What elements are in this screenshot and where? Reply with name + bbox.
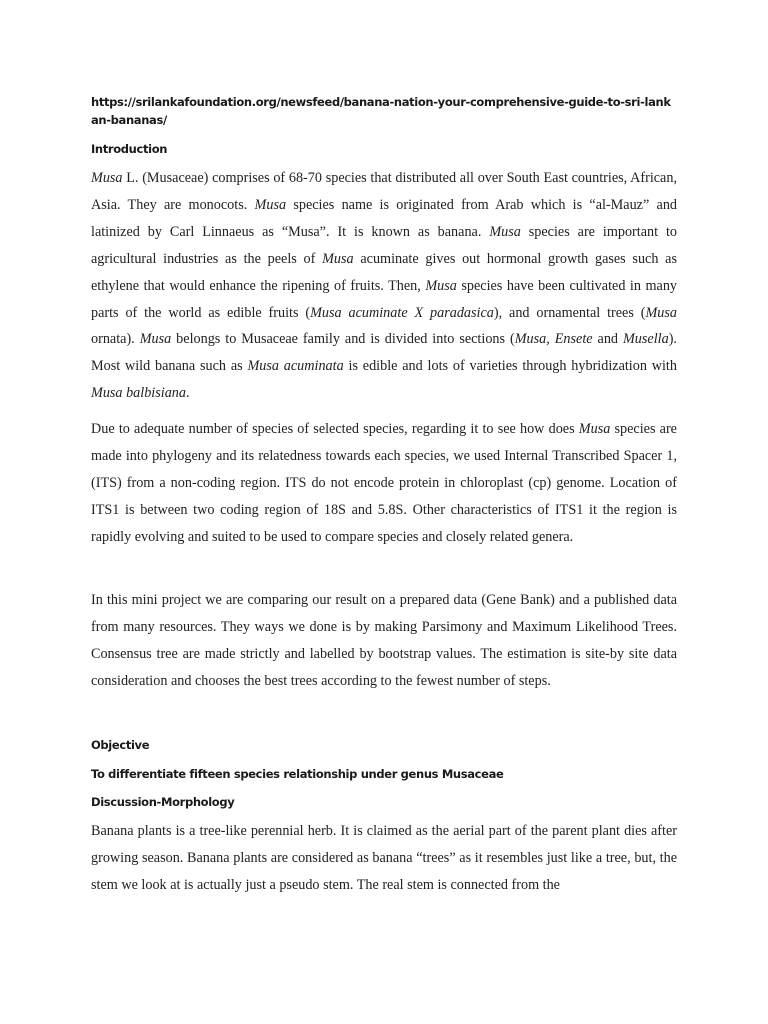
text-run: ). Most wild banana such as: [91, 331, 677, 375]
text-run: ), and ornamental trees (: [493, 304, 646, 321]
text-run: L. (Musaceae) comprises of 68-70 species that distributed all over South East countries, African, Asia. They are monocots.: [91, 170, 677, 213]
italic-run: Musa: [578, 421, 611, 437]
text-run: In this mini project we are comparing our result on a prepared data (Gene Bank) and a published data from many resources. They ways we done is by making Parsimony and Maximum Likelihood Trees. Consensus tree are made strictly and labelled by bootstrap values. The estimation is site-by site data consideration and chooses the best trees according to the fewest number of steps.: [91, 592, 677, 689]
text-run: belongs to Musaceae family and is divided into sections (: [171, 331, 515, 348]
italic-run: Musa: [425, 277, 457, 294]
text-run: acuminate gives out hormonal growth gases such as ethylene that would enhance the ripening of fruits. Then,: [91, 250, 677, 294]
text-run: ornata).: [91, 331, 140, 348]
italic-run: Musa, Ensete: [514, 331, 593, 348]
italic-run: Musa: [489, 223, 521, 240]
text-run: species name is originated from Arab which is “al-Mauz” and latinized by Carl Linnaeus as “Musa”. It is known as banana.: [91, 196, 677, 240]
objective-text: To differentiate fifteen species relationship under genus Musaceae: [91, 767, 504, 781]
paragraph-introduction: [91, 165, 677, 407]
italic-run: Musa acuminate X paradasica: [310, 304, 494, 321]
text-run: species are important to agricultural industries as the peels of: [91, 223, 677, 267]
italic-run: Musa balbisiana: [91, 385, 186, 402]
italic-run: Musa: [91, 170, 123, 186]
text-run: Banana plants is a tree-like perennial herb. It is claimed as the aerial part of the parent plant dies after growing season. Banana plants are considered as banana “trees” as it resembles just like a tree, but, the stem we look at is actually just a pseudo stem. The real stem is connected from the: [91, 823, 677, 893]
source-url[interactable]: https://srilankafoundation.org/newsfeed/banana-nation-your-comprehensive-guide-to-sri-lankan-bananas/: [91, 95, 671, 127]
document-page: [91, 0, 677, 1024]
paragraph-morphology: [91, 818, 677, 900]
text-run: and: [592, 331, 623, 348]
paragraph-adequate-species: [91, 416, 677, 551]
italic-run: Musa: [645, 304, 677, 321]
italic-run: Musa: [254, 196, 287, 213]
text-run: species have been cultivated in many parts of the world as edible fruits (: [91, 277, 677, 321]
heading-discussion-morphology: Discussion-Morphology: [91, 795, 235, 809]
text-run: is edible and lots of varieties through hybridization with: [343, 358, 677, 375]
paragraph-mini-project: [91, 587, 677, 695]
italic-run: Musella: [622, 331, 669, 348]
italic-run: Musa acuminata: [247, 358, 344, 375]
italic-run: Musa: [322, 250, 354, 267]
heading-objective: Objective: [91, 738, 150, 752]
text-run: Due to adequate number of species of selected species, regarding it to see how does: [91, 421, 579, 437]
italic-run: Musa: [139, 331, 172, 348]
text-run: species are made into phylogeny and its relatedness towards each species, we used Internal Transcribed Spacer 1, (ITS) from a non-coding region. ITS do not encode protein in chloroplast (cp) genome. Location of ITS1 is between two coding region of 18S and 5.8S. Other characteristics of ITS1 it the region is rapidly evolving and suited to be used to compare species and closely related genera.: [91, 421, 677, 545]
heading-introduction: Introduction: [91, 142, 168, 156]
text-run: .: [185, 385, 190, 402]
